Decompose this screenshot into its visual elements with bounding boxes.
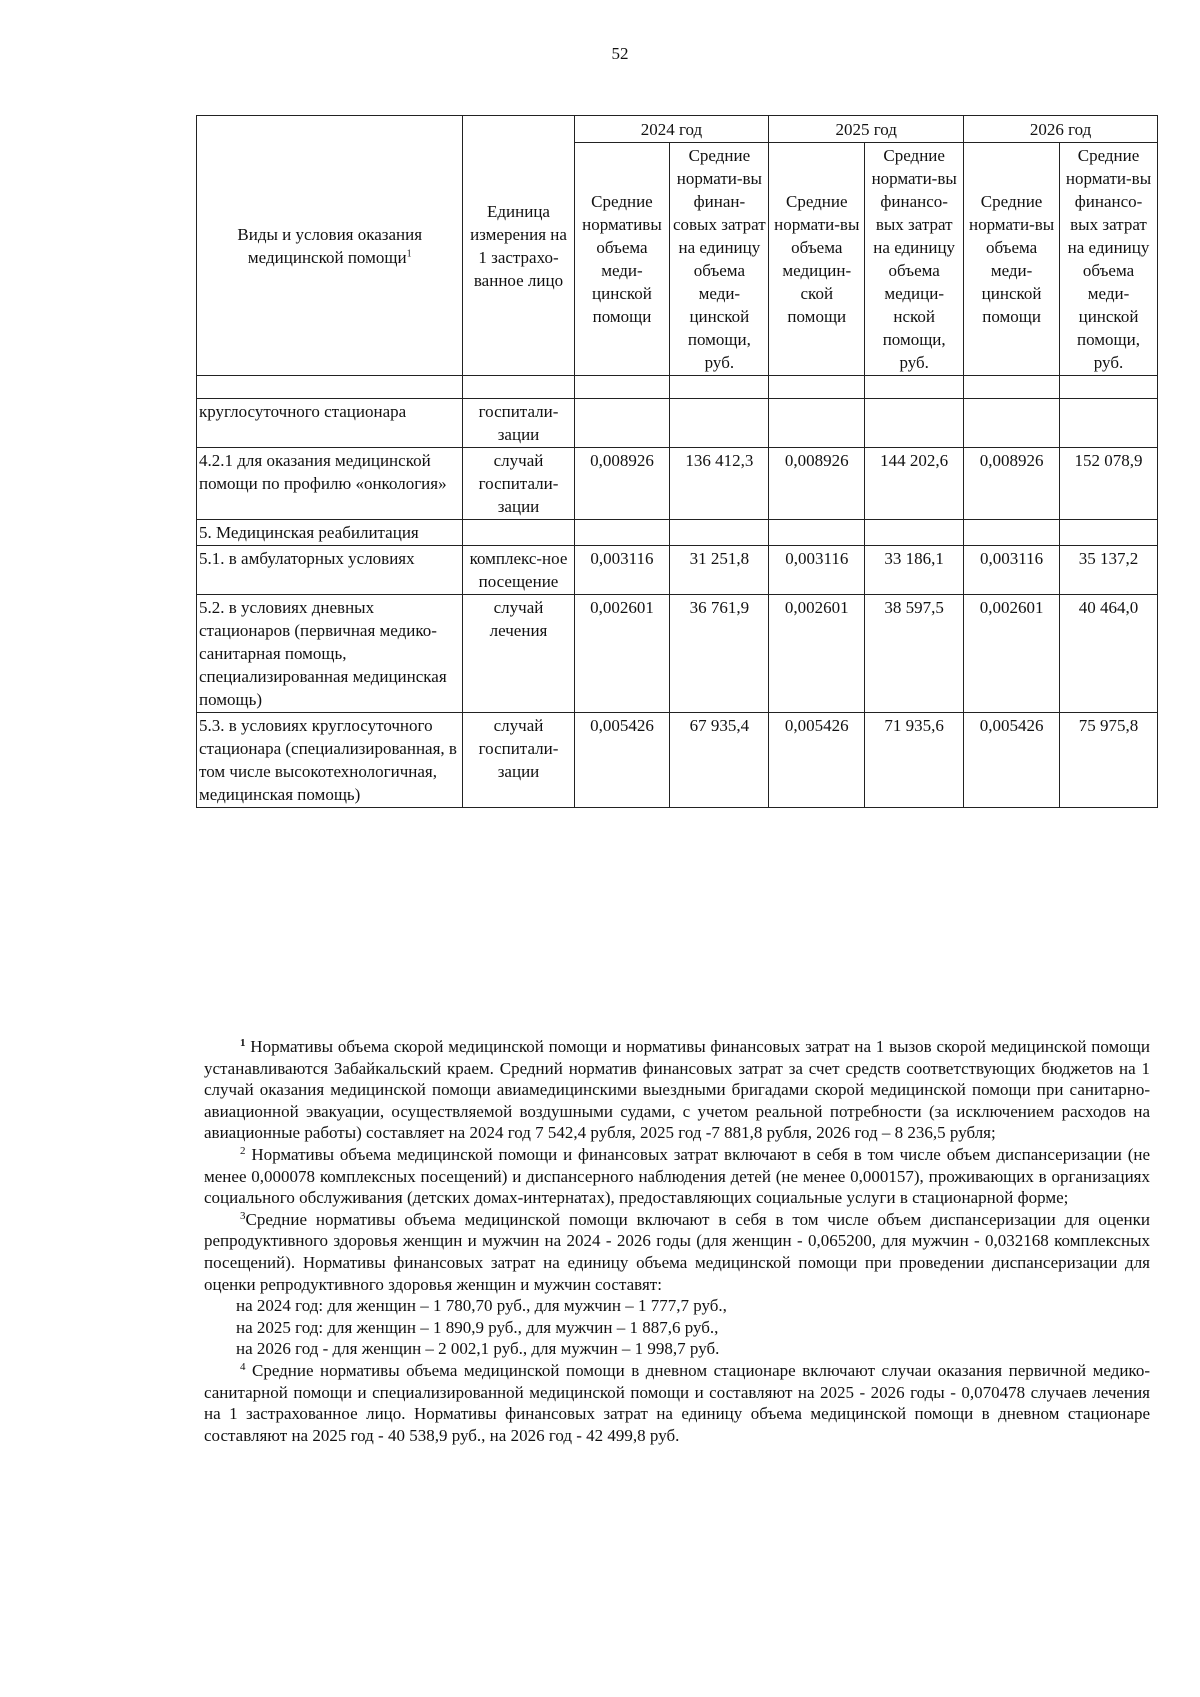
row-unit: госпитали-зации (463, 399, 574, 448)
cell-cost-2025: 38 597,5 (865, 595, 964, 713)
footnote-3-line-2025: на 2025 год: для женщин – 1 890,9 руб., для мужчин – 1 887,6 руб., (236, 1317, 719, 1337)
cell-volume-2025: 0,005426 (769, 713, 865, 808)
cell-cost-2025: 144 202,6 (865, 448, 964, 520)
header-volume-2026: Средние нормати-вы объема меди-цинской помощи (964, 143, 1060, 376)
cell-volume-2024: 0,005426 (574, 713, 670, 808)
table-row (197, 399, 1158, 448)
cell-cost-2026: 152 078,9 (1060, 448, 1158, 520)
row-unit: случай госпитали-зации (463, 448, 574, 520)
cell-volume-2024 (574, 520, 670, 546)
cell-volume-2024 (574, 399, 670, 448)
footnote-3: $^3$Средние нормативы объема медицинской помощи включают в себя в том числе объем диспансеризации для оценки репродуктивного здоровья женщин и мужчин на 2024 - 2026 годы (для женщин - 0,065200, для мужчин - 0,032168 комплексных посещений). Нормативы финансовых затрат на единицу объема медицинской помощи при проведении диспансеризации для оценки репродуктивного здоровья женщин и мужчин составят: (204, 1209, 1150, 1294)
blank-row (197, 376, 1158, 399)
cell-cost-2025 (865, 399, 964, 448)
normatives-table (196, 115, 1158, 808)
cell-volume-2025 (769, 520, 865, 546)
header-care-type: Виды и условия оказания медицинской помощи$^1$ (197, 116, 463, 376)
header-year-2024: 2024 год (574, 116, 769, 143)
header-cost-2024: Средние нормати-вы финан-совых затрат на единицу объема меди-цинской помощи, руб. (670, 143, 769, 376)
cell-volume-2026: 0,003116 (964, 546, 1060, 595)
row-name: 5.2. в условиях дневных стационаров (первичная медико-санитарная помощь, специализированная медицинская помощь) (197, 595, 463, 713)
row-name: 5.1. в амбулаторных условиях (197, 546, 463, 595)
header-year-2025: 2025 год (769, 116, 964, 143)
cell-cost-2024 (670, 520, 769, 546)
footnote-1: $^1$ Нормативы объема скорой медицинской помощи и нормативы финансовых затрат на 1 вызов скорой медицинской помощи устанавливаются Забайкальский краем. Средний норматив финансовых затрат за счет средств соответствующих бюджетов на 1 случай оказания медицинской помощи авиамедицинскими выездными бригадами скорой медицинской помощи при санитарно-авиационной эвакуации, осуществляемой воздушными судами, с учетом реальной потребности (за исключением расходов на авиационные работы) составляет на 2024 год 7 542,4 рубля, 2025 год -7 881,8 рубля, 2026 год – 8 236,5 рубля; (204, 1037, 1150, 1143)
cell-cost-2026 (1060, 399, 1158, 448)
table-row (197, 448, 1158, 520)
footnotes (204, 1036, 1150, 1446)
row-unit (463, 520, 574, 546)
cell-volume-2024: 0,002601 (574, 595, 670, 713)
row-name: 4.2.1 для оказания медицинской помощи по профилю «онкология» (197, 448, 463, 520)
header-year-2026: 2026 год (964, 116, 1158, 143)
cell-volume-2026: 0,008926 (964, 448, 1060, 520)
cell-volume-2025: 0,008926 (769, 448, 865, 520)
row-unit: случай госпитали-зации (463, 713, 574, 808)
row-name: 5. Медицинская реабилитация (197, 520, 463, 546)
page-number: 52 (611, 44, 629, 63)
cell-volume-2025: 0,002601 (769, 595, 865, 713)
cell-cost-2026: 40 464,0 (1060, 595, 1158, 713)
cell-volume-2026: 0,005426 (964, 713, 1060, 808)
cell-cost-2025: 71 935,6 (865, 713, 964, 808)
cell-volume-2026 (964, 520, 1060, 546)
footnote-3-line-2026: на 2026 год - для женщин – 2 002,1 руб., для мужчин – 1 998,7 руб. (236, 1339, 720, 1359)
cell-cost-2025 (865, 520, 964, 546)
footnote-2: $^2$ Нормативы объема медицинской помощи и финансовых затрат включают в себя в том числе объем диспансеризации (не менее 0,000078 комплексных посещений) и диспансерного наблюдения детей (не менее 0,000157), проживающих в организациях социального обслуживания (детских домах-интернатах), предоставляющих социальные услуги в стационарной форме; (204, 1144, 1150, 1208)
row-unit: случай лечения (463, 595, 574, 713)
cell-volume-2025 (769, 399, 865, 448)
cell-cost-2024 (670, 399, 769, 448)
cell-cost-2024: 31 251,8 (670, 546, 769, 595)
table-row (197, 546, 1158, 595)
cell-cost-2025: 33 186,1 (865, 546, 964, 595)
cell-cost-2026: 35 137,2 (1060, 546, 1158, 595)
cell-volume-2026: 0,002601 (964, 595, 1060, 713)
cell-cost-2024: 67 935,4 (670, 713, 769, 808)
header-cost-2025: Средние нормати-вы финансо-вых затрат на единицу объема медици-нской помощи, руб. (865, 143, 964, 376)
row-name: 5.3. в условиях круглосуточного стационара (специализированная, в том числе высокотехнологичная, медицинская помощь) (197, 713, 463, 808)
header-cost-2026: Средние нормати-вы финансо-вых затрат на единицу объема меди-цинской помощи, руб. (1060, 143, 1158, 376)
table-row (197, 520, 1158, 546)
table-row (197, 713, 1158, 808)
cell-cost-2024: 136 412,3 (670, 448, 769, 520)
header-unit: Единица измерения на 1 застрахо-ванное лицо (463, 116, 574, 376)
table-row (197, 595, 1158, 713)
cell-cost-2024: 36 761,9 (670, 595, 769, 713)
cell-volume-2026 (964, 399, 1060, 448)
cell-cost-2026: 75 975,8 (1060, 713, 1158, 808)
footnote-3-line-2024: на 2024 год: для женщин – 1 780,70 руб., для мужчин – 1 777,7 руб., (236, 1296, 727, 1316)
header-volume-2024: Средние нормативы объема меди-цинской помощи (574, 143, 670, 376)
cell-volume-2024: 0,003116 (574, 546, 670, 595)
footnote-4: $^4$ Средние нормативы объема медицинской помощи в дневном стационаре включают случаи оказания первичной медико-санитарной помощи и специализированной медицинской помощи и составляют на 2025 - 2026 годы - 0,070478 случаев лечения на 1 застрахованное лицо. Нормативы финансовых затрат на единицу объема медицинской помощи в дневном стационаре составляют на 2025 год - 40 538,9 руб., на 2026 год - 42 499,8 руб. (204, 1360, 1150, 1445)
row-name: круглосуточного стационара (197, 399, 463, 448)
cell-cost-2026 (1060, 520, 1158, 546)
header-volume-2025: Средние нормати-вы объема медицин-ской помощи (769, 143, 865, 376)
cell-volume-2025: 0,003116 (769, 546, 865, 595)
cell-volume-2024: 0,008926 (574, 448, 670, 520)
row-unit: комплекс-ное посещение (463, 546, 574, 595)
